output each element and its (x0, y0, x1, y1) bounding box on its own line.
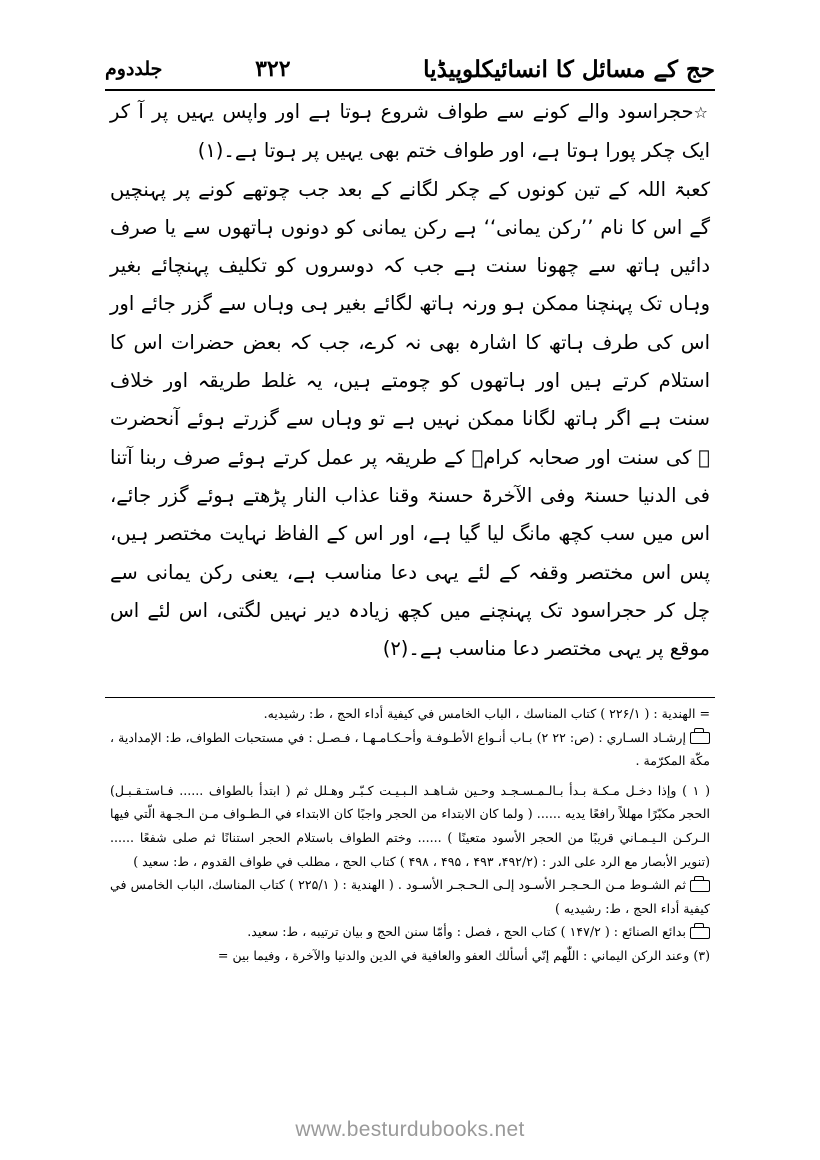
reference-icon (690, 927, 710, 939)
footnote: إرشـاد السـاري : (ص: ۲۲ ۲) بـاب أنـواع الأطـوفـة وأحـكـامـهـا ، فـصـل : في مستحبات الطواف، ط: الإمدادية ، مكّة المكرّمة . (110, 729, 710, 769)
reference-icon (690, 880, 710, 892)
footnote-divider (105, 697, 715, 698)
page-number: ۳۲۲ (255, 56, 291, 82)
header-divider (105, 89, 715, 91)
footnote: (۳) وعند الركن اليماني : اللّٰهم إنّي أسألك العفو والعافية في الدين والدنيا والآخرة ، وفيما بين = (217, 947, 710, 963)
star-icon: ☆ (693, 103, 710, 122)
footnote: بدائع الصنائع : ( ۱۴۷/۲ ) كتاب الحج ، فصل : وأمّا سنن الحج و بيان ترتيبه ، ط: سعيد. (110, 920, 710, 944)
book-title: حج کے مسائل کا انسائیکلوپیڈیا (423, 55, 715, 83)
paragraph-2: کعبۃ اللہ کے تین کونوں کے چکر لگانے کے بعد جب چوتھے کونے پر پہنچیں گے اس کا نام ’’رکن یمانی‘‘ ہے رکن یمانی کو دونوں ہاتھوں سے یا صرف دائیں ہاتھ سے چھونا سنت ہے جب کہ دوسروں کو تکلیف پہنچائے بغیر وہاں تک پہنچنا ممکن ہو ورنہ ہاتھ لگائے بغیر ہی وہاں سے گزر جائے اور اس کی طرف ہاتھ کا اشارہ بھی نہ کرے، جب کہ بعض حضرات اس کا استلام کرتے ہیں اور ہاتھوں کو چومتے ہیں، یہ غلط طریقہ اور خلاف سنت ہے اگر ہاتھ لگانا ممکن نہیں ہے تو وہاں سے گزرتے ہوئے آنحضرت ﷺ کی سنت اور صحابہ کرامؓ کے طریقہ پر عمل کرتے ہوئے صرف ربنا آتنا فی الدنیا حسنۃ وفی الآخرۃ حسنۃ وقنا عذاب النار پڑھتے ہوئے گزر جائے، اس میں سب کچھ مانگ لیا گیا ہے، اور اس کے الفاظ نہایت مختصر ہیں، پس اس مختصر وقفہ کے لئے یہی دعا مناسب ہے، یعنی رکن یمانی سے چل کر حجراسود تک پہنچنے میں کچھ زیادہ دیر نہیں لگتی، اس لئے اس موقع پر یہی مختصر دعا مناسب ہے۔(۲) (110, 177, 710, 661)
reference-icon (690, 732, 710, 744)
main-text (110, 93, 710, 668)
footnotes (110, 702, 710, 968)
footnote: ثم الشـوط مـن الـحـجـر الأسـود إلـى الـحـجـر الأسـود . ( الهندية : ( ۲۲۵/۱ ) كتاب المناسك، الباب الخامس في كيفية أداء الحج ، ط: رشيديه ) (110, 877, 710, 916)
footnote: = الهندية : ( ۲۲۶/۱ ) كتاب المناسك ، الباب الخامس في كيفية أداء الحج ، ط: رشيديه. (263, 706, 710, 721)
paragraph-1: ☆حجراسود والے کونے سے طواف شروع ہوتا ہے اور واپس یہیں پر آ کر ایک چکر پورا ہوتا ہے، اور طواف ختم بھی یہیں پر ہوتا ہے۔(۱) (110, 100, 710, 163)
watermark: www.besturdubooks.net (295, 1118, 525, 1141)
footnote: ( ۱ ) وإذا دخـل مـكـة بـدأ بـالـمـسـجـد وحـين شـاهـد الـبـيـت كـبّـر وهـلل ثم ( ابتدأ بالطواف ...... فـاستـقـبـل) الحجر مكبّرًا مهللاً رافعًا يديه ...... ( ولما كان الابتداء من الحجر واجبًا كان الابتداء في الـطـواف مـن الـجـهة الّتي فيها الـركـن الـيـمـاني قريبًا من الحجر الأسود متعينًا ) ...... وختم الطواف باستلام الحجر استنانًا ثم صلى شفعًا ...... (تنوير الأبصار مع الرد على الدر : (۴۹۲/۲، ۴۹۳ ، ۴۹۵ ، ۴۹۸ ) كتاب الحج ، مطلب في طواف القدوم ، ط: سعيد ) (110, 782, 710, 869)
page-header (105, 52, 715, 86)
volume-label: جلددوم (105, 58, 163, 80)
